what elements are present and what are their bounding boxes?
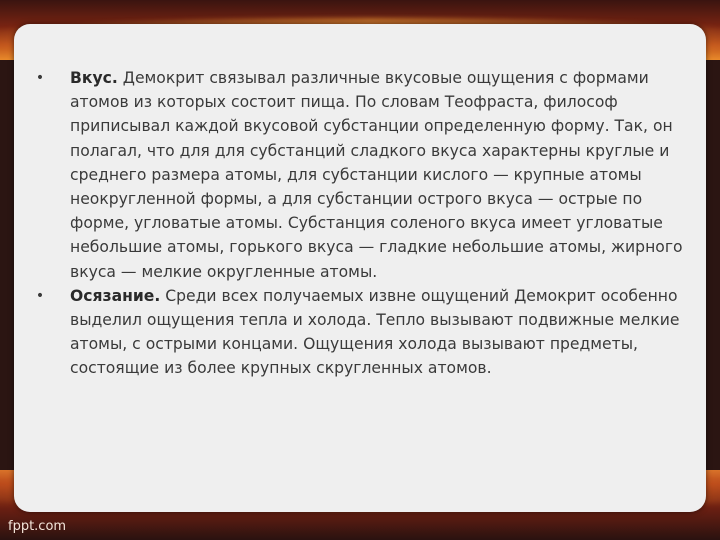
footer-watermark: fppt.com xyxy=(8,519,67,534)
bullet-term: Осязание. xyxy=(70,286,161,305)
bullet-term: Вкус. xyxy=(70,69,118,87)
bullet-item-taste xyxy=(30,66,690,284)
bullet-marker: • xyxy=(35,70,45,86)
slide-content xyxy=(30,66,690,381)
bullet-item-touch xyxy=(30,284,690,381)
bullet-text: Демокрит связывал различные вкусовые ощущения с формами атомов из которых состоит пища. По словам Теофраста, философ приписывал каждой вкусовой субстанции определенную форму. Так, он полагал, что для для субстанций сладкого вкуса характерны круглые и среднего размера атомы, для субстанции кислого — крупные атомы неокругленной формы, а для субстанции острого вкуса — острые по форме, угловатые атомы. Субстанция соленого вкуса имеет угловатые небольшие атомы, горького вкуса — гладкие небольшие атомы, жирного вкуса — мелкие округленные атомы. xyxy=(70,69,683,281)
bullet-text: Среди всех получаемых извне ощущений Демокрит особенно выделил ощущения тепла и холода. Тепло вызывают подвижные мелкие атомы, с острыми концами. Ощущения холода вызывают предметы, состоящие из более крупных скругленных атомов. xyxy=(70,286,680,378)
bullet-marker: • xyxy=(35,287,45,304)
bullet-list xyxy=(30,66,690,381)
